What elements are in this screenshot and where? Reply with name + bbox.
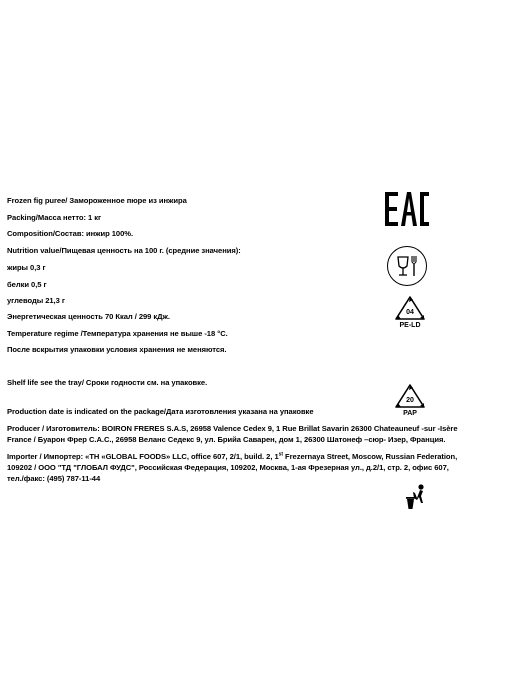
production-date: Production date is indicated on the package/Дата изготовления указана на упаковке <box>7 407 314 416</box>
eac-mark-graphic <box>381 190 431 228</box>
product-name: Frozen fig puree/ Замороженное пюре из инжира <box>7 196 187 205</box>
packing-weight: Packing/Масса нетто: 1 кг <box>7 213 102 222</box>
nutrition-carbs: углеводы 21,3 г <box>7 296 65 305</box>
recycle-label-text: PAP <box>403 410 417 417</box>
tidyman-bin-icon <box>404 483 430 511</box>
importer-info: Importer / Импортер: «TH «GLOBAL FOODS» LLC, office 607, 2/1, build. 2, 1st Frezernaya Street, Moscow, Russian Federation, 109202 / ООО "ТД "ГЛОБАЛ ФУДС", Российская Федерация, 109202, Москва, 1-ая Фрезерная ул., д.2/1, стр. 2, офис 607, тел./факс: (495) 787-11-44 <box>7 451 458 483</box>
recycle-04-graphic <box>393 294 427 330</box>
composition: Composition/Состав: инжир 100%. <box>7 229 134 238</box>
recycle-20-graphic <box>393 382 427 418</box>
recycle-triangle-icon <box>393 294 427 330</box>
shelf-life: Shelf life see the tray/ Сроки годности см. на упаковке. <box>7 378 208 387</box>
nutrition-fat: жиры 0,3 г <box>7 263 46 272</box>
nutrition-header: Nutrition value/Пищевая ценность на 100 г. (средние значения): <box>7 246 241 255</box>
eac-mark-icon <box>381 190 431 228</box>
glass-fork-icon <box>386 245 428 287</box>
recycle-label-text: PE-LD <box>399 322 421 329</box>
nutrition-protein: белки 0,5 г <box>7 280 47 289</box>
producer-info: Producer / Изготовитель: BOIRON FRERES S.A.S, 26958 Valence Cedex 9, 1 Rue Brillat Savarin 26300 Chateauneuf -sur -Isère France / Буарон Фрер С.А.С., 26958 Веланс Седекс 9, ул. Брийа Саварен, дом 1, 26300 Шатонеф –сюр- Изер, Франция. <box>7 424 458 444</box>
temperature-regime: Temperature regime /Температура хранения не выше -18 °C. <box>7 329 228 338</box>
energy-value: Энергетическая ценность 70 Ккал / 299 кДж. <box>7 312 170 321</box>
recycle-triangle-icon <box>393 382 427 418</box>
recycle-code-text: 04 <box>406 309 414 316</box>
tidyman-graphic <box>404 483 430 511</box>
recycle-code-text: 20 <box>406 397 414 404</box>
glass-fork-graphic <box>386 245 428 287</box>
after-opening-note: После вскрытия упаковки условия хранения не меняются. <box>7 345 227 354</box>
